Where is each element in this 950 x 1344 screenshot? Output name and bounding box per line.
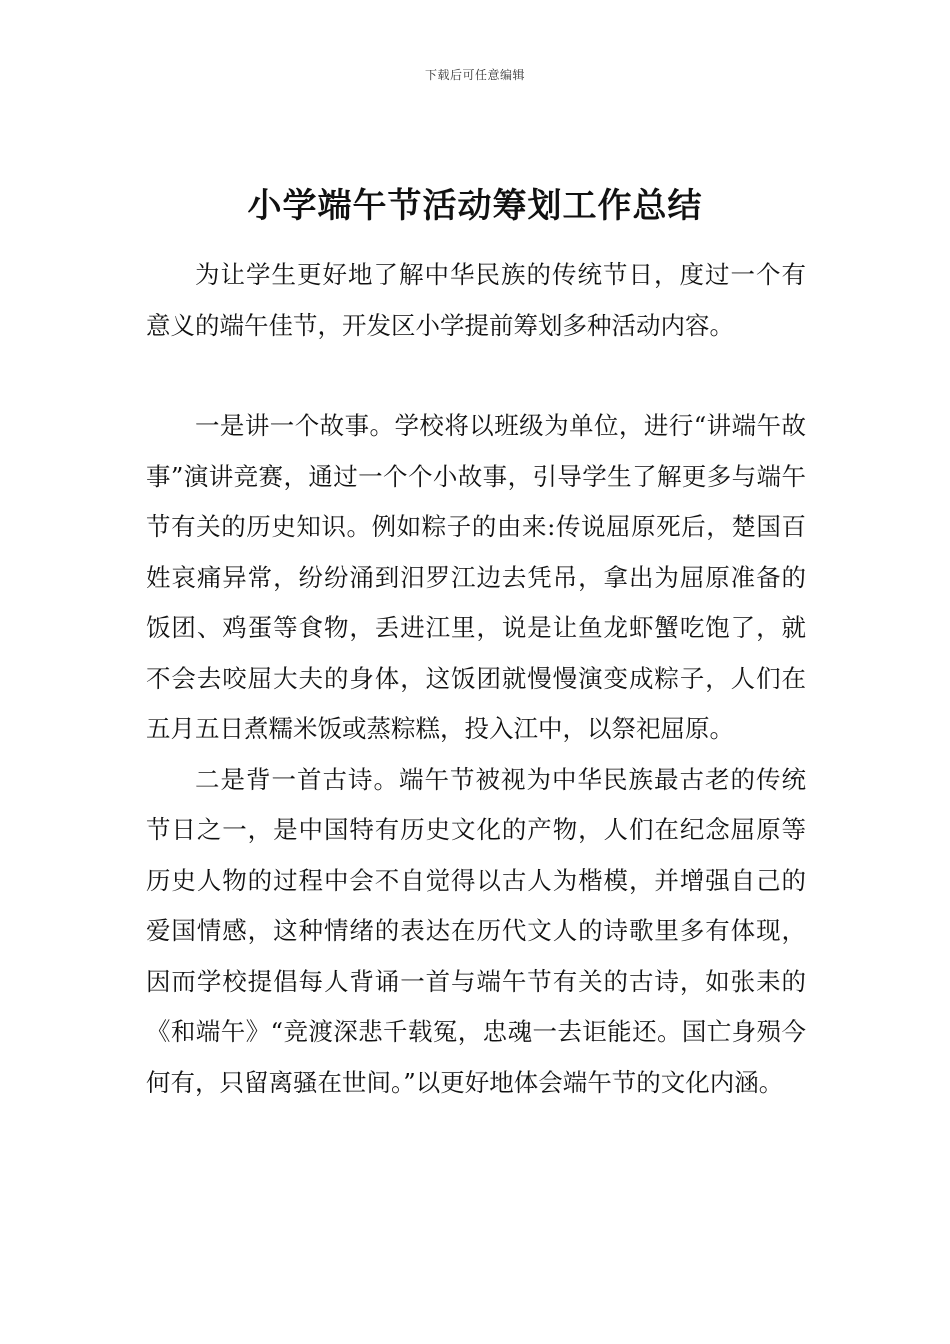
paragraph-poem: 二是背一首古诗。端午节被视为中华民族最古老的传统节日之一，是中国特有历史文化的产物，人们在纪念屈原等历史人物的过程中会不自觉得以古人为楷模，并增强自己的爱国情感，这种情绪的表达在历代文人的诗歌里多有体现，因而学校提倡每人背诵一首与端午节有关的古诗，如张耒的《和端午》“竞渡深悲千载冤，忠魂一去讵能还。国亡身殒今何有，只留离骚在世间。”以更好地体会端午节的文化内涵。: [146, 764, 806, 1097]
page-header-note: 下载后可任意编辑: [424, 68, 525, 82]
paragraph-story: 一是讲一个故事。学校将以班级为单位，进行“讲端午故事”演讲竞赛，通过一个个小故事，引导学生了解更多与端午节有关的历史知识。例如粽子的由来:传说屈原死后，楚国百姓哀痛异常，纷纷涌到汨罗江边去凭吊，拿出为屈原准备的饭团、鸡蛋等食物，丢进江里，说是让鱼龙虾蟹吃饱了，就不会去咬屈大夫的身体，这饭团就慢慢演变成粽子，人们在五月五日煮糯米饭或蒸粽糕，投入江中，以祭祀屈原。: [146, 411, 806, 743]
document-title: 小学端午节活动筹划工作总结: [247, 186, 703, 226]
document-body: [146, 250, 806, 1108]
paragraph-intro: 为让学生更好地了解中华民族的传统节日，度过一个有意义的端午佳节，开发区小学提前筹划多种活动内容。: [146, 260, 806, 340]
